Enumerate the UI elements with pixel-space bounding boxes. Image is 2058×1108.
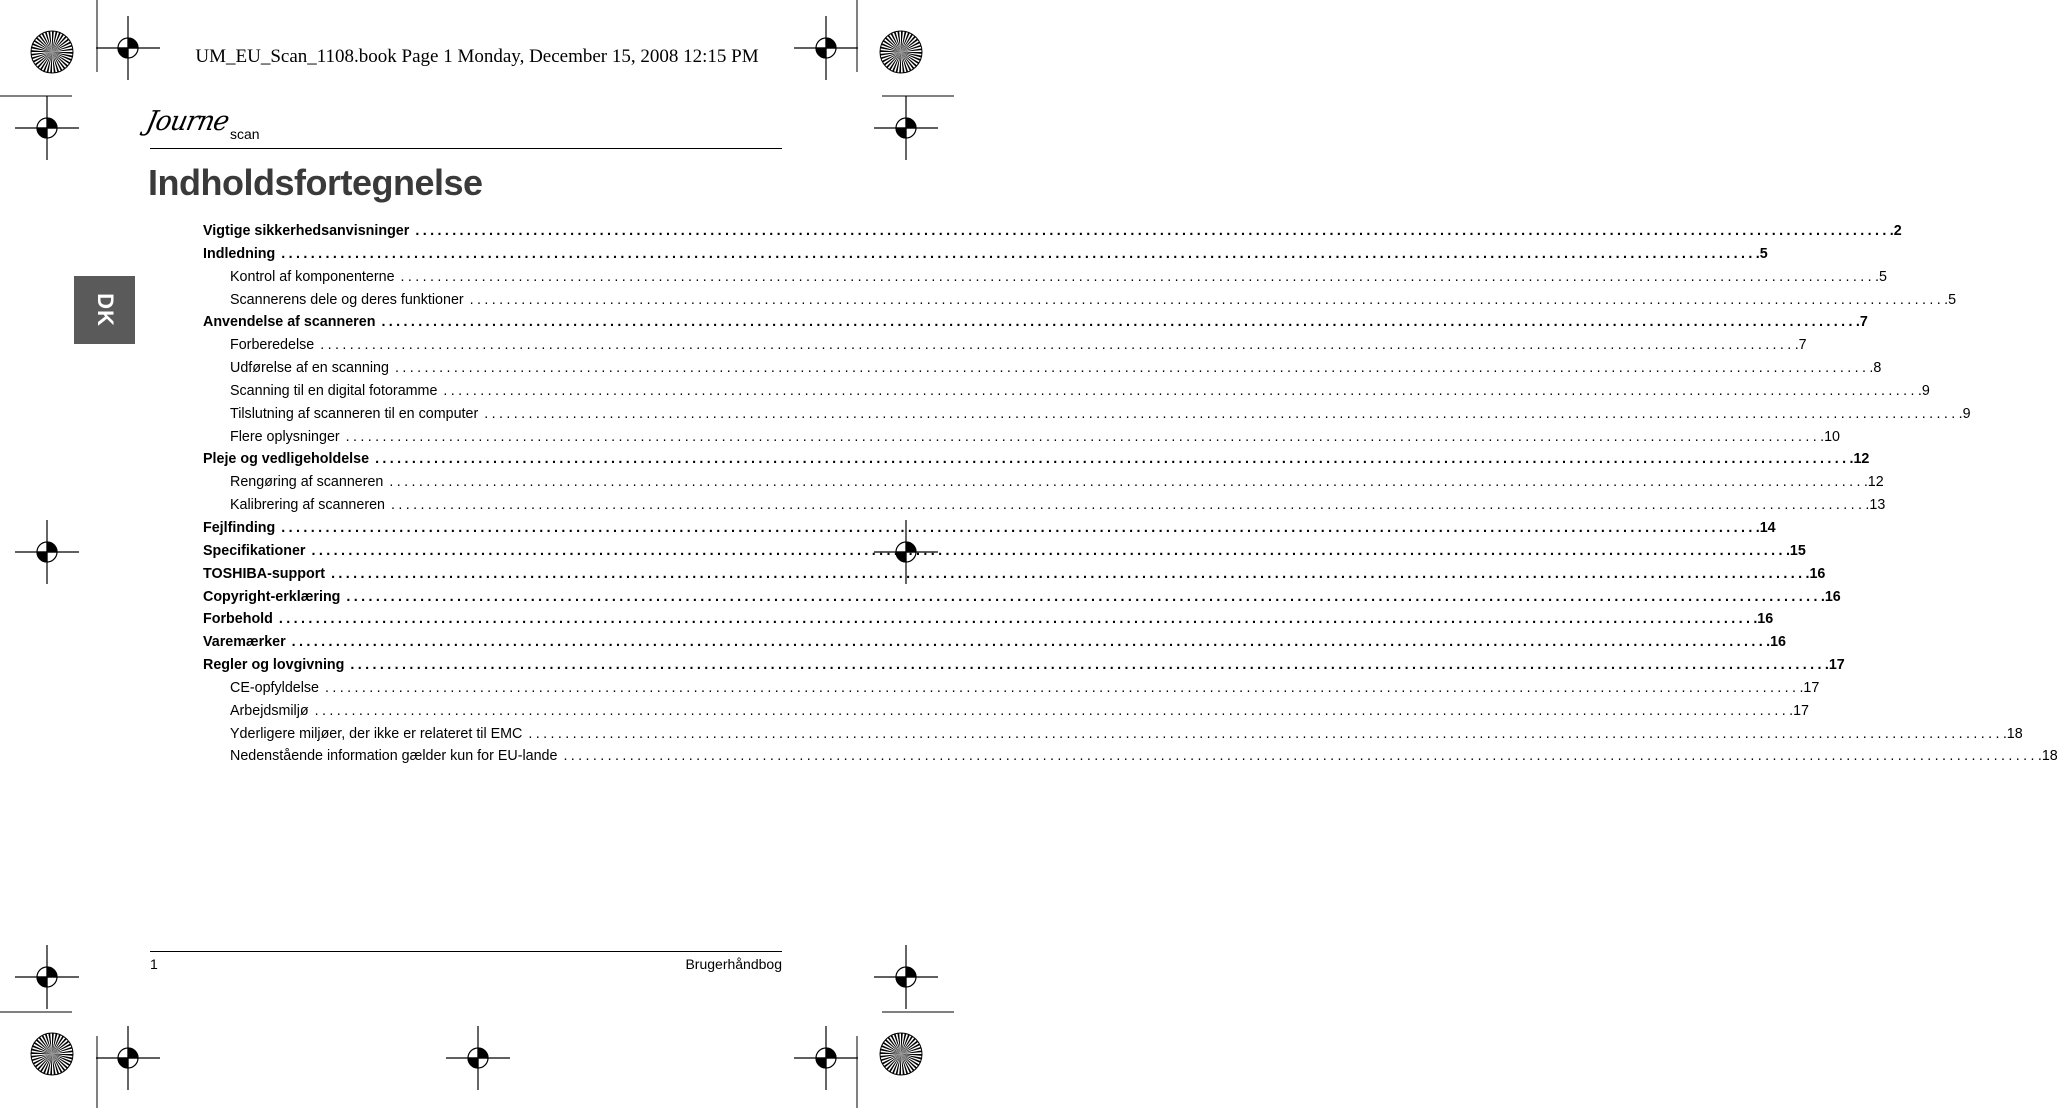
toc-entry-label: Regler og lovgivning [203, 657, 345, 674]
toc-entry-label: Kontrol af komponenterne [230, 268, 395, 285]
toc-entry[interactable] [203, 471, 1884, 494]
toc-entry-page: .7 [1794, 337, 1807, 354]
toc-entry[interactable] [203, 677, 1820, 700]
toc-dot-leader: ........................................................................................................................................................................................................ [345, 428, 1821, 445]
toc-dot-leader: ........................................................................................................................................................................................................ [469, 291, 1945, 308]
toc-entry[interactable] [203, 243, 1768, 266]
registration-mark [96, 1026, 160, 1090]
toc-entry-label: Rengøring af scanneren [230, 474, 384, 491]
footer-doc-name: Brugerhåndbog [685, 956, 782, 972]
toc-entry[interactable] [203, 517, 1776, 540]
toc-dot-leader: ........................................................................................................................................................................................................ [281, 245, 1756, 262]
registration-mark [15, 520, 79, 584]
toc-entry[interactable] [203, 403, 1971, 426]
registration-mark [874, 96, 938, 160]
toc-entry-page: .16 [1766, 634, 1786, 651]
toc-entry-label: Anvendelse af scanneren [203, 314, 376, 331]
journe-scan-logo [143, 102, 288, 152]
star-target-mark [880, 1033, 922, 1075]
toc-entry-page: .16 [1753, 611, 1774, 628]
toc-entry-label: Yderligere miljøer, der ikke er relateret til EMC [230, 725, 523, 742]
toc-entry[interactable] [203, 563, 1826, 586]
toc-entry-page: .18 [2002, 725, 2023, 742]
toc-entry[interactable] [203, 289, 1957, 312]
toc-entry-label: TOSHIBA-support [203, 565, 326, 582]
toc-entry-page: .17 [1824, 657, 1845, 674]
toc-entry[interactable] [203, 311, 1868, 334]
toc-entry-label: Indledning [203, 245, 276, 262]
toc-entry-page: .9 [1917, 382, 1930, 399]
toc-entry[interactable] [203, 723, 2023, 746]
toc-dot-leader: ........................................................................................................................................................................................................ [314, 702, 1790, 719]
toc-entry-label: Kalibrering af scanneren [230, 497, 385, 514]
toc-entry-label: Forberedelse [230, 337, 315, 354]
toc-entry-page: .2 [1889, 223, 1902, 239]
toc-entry[interactable] [203, 631, 1786, 654]
toc-entry-label: Fejlfinding [203, 519, 276, 536]
toc-dot-leader: ........................................................................................................................................................................................................ [484, 405, 1959, 422]
toc-entry-page: .13 [1865, 497, 1886, 514]
toc-entry-page: .9 [1958, 405, 1971, 422]
toc-entry-page: .15 [1785, 542, 1806, 559]
registration-mark [794, 1026, 858, 1090]
toc-dot-leader: ........................................................................................................................................................................................................ [311, 542, 1786, 559]
registration-mark [15, 945, 79, 1009]
toc-dot-leader: ........................................................................................................................................................................................................ [528, 725, 2003, 742]
toc-dot-leader: ........................................................................................................................................................................................................ [346, 588, 1821, 605]
toc-entry-label: Forbehold [203, 611, 273, 628]
toc-dot-leader: ........................................................................................................................................................................................................ [375, 451, 1850, 468]
toc-dot-leader: ........................................................................................................................................................................................................ [320, 337, 1795, 354]
toc-dot-leader: ........................................................................................................................................................................................................ [291, 634, 1767, 651]
toc-entry-page: .17 [1789, 702, 1809, 719]
toc-entry-page: .5 [1944, 291, 1957, 308]
registration-mark [874, 945, 938, 1009]
page-title: Indholdsfortegnelse [148, 162, 483, 203]
toc-entry[interactable] [203, 586, 1841, 609]
toc-entry[interactable] [203, 608, 1774, 631]
toc-dot-leader: ........................................................................................................................................................................................................ [390, 497, 1866, 514]
toc-entry-page: .18 [2037, 748, 2058, 765]
registration-mark [15, 96, 79, 160]
toc-entry-label: Varemærker [203, 634, 286, 651]
toc-entry[interactable] [203, 426, 1840, 449]
toc-entry[interactable] [203, 380, 1930, 403]
toc-entry[interactable] [203, 700, 1809, 723]
toc-entry-page: .14 [1755, 519, 1776, 536]
toc-entry-page: .16 [1820, 588, 1841, 605]
toc-entry[interactable] [203, 357, 1882, 380]
toc-entry-page: .5 [1755, 245, 1768, 262]
toc-entry-label: Nedenstående information gælder kun for EU-lande [230, 748, 558, 765]
toc-entry[interactable] [203, 266, 1887, 289]
toc-entry-page: .16 [1805, 565, 1826, 582]
toc-entry-page: .8 [1869, 360, 1882, 377]
toc-dot-leader: ........................................................................................................................................................................................................ [281, 519, 1756, 536]
toc-entry-label: Flere oplysninger [230, 428, 340, 445]
toc-entry[interactable] [203, 654, 1845, 677]
toc-dot-leader: ........................................................................................................................................................................................................ [563, 748, 2038, 765]
toc-entry-page: .12 [1849, 451, 1870, 468]
toc-entry-label: Vigtige sikkerhedsanvisninger [203, 223, 410, 239]
toc-dot-leader: ........................................................................................................................................................................................................ [331, 565, 1806, 582]
toc-dot-leader: ........................................................................................................................................................................................................ [278, 611, 1754, 628]
toc-dot-leader: ........................................................................................................................................................................................................ [381, 314, 1856, 331]
toc-entry-label: Arbejdsmiljø [230, 702, 309, 719]
toc-dot-leader: ........................................................................................................................................................................................................ [389, 474, 1864, 491]
toc-entry-label: CE-opfyldelse [230, 679, 319, 696]
footer-page-number: 1 [150, 956, 158, 972]
toc-dot-leader: ........................................................................................................................................................................................................ [350, 657, 1825, 674]
toc-entry-label: Tilslutning af scanneren til en computer [230, 405, 479, 422]
toc-entry-page: .17 [1799, 679, 1820, 696]
toc-dot-leader: ........................................................................................................................................................................................................ [400, 268, 1875, 285]
toc-entry-label: Scannerens dele og deres funktioner [230, 291, 464, 308]
logo-subtitle: scan [230, 126, 260, 142]
footer-rule [150, 951, 782, 952]
toc-entry[interactable] [203, 540, 1806, 563]
language-tab-label: DK [92, 293, 118, 327]
toc-entry[interactable] [203, 220, 1902, 243]
toc-entry-label: Udførelse af en scanning [230, 360, 389, 377]
toc-entry-page: .10 [1820, 428, 1840, 445]
registration-mark [446, 1026, 510, 1090]
toc-entry[interactable] [203, 448, 1870, 471]
toc-dot-leader: ........................................................................................................................................................................................................ [415, 223, 1890, 239]
header-rule [150, 148, 782, 149]
table-of-contents [203, 220, 2058, 768]
logo-script: Journe [143, 106, 232, 138]
toc-dot-leader: ........................................................................................................................................................................................................ [325, 679, 1800, 696]
toc-entry-page: .12 [1863, 474, 1884, 491]
toc-entry-page: .5 [1874, 268, 1887, 285]
toc-entry-label: Pleje og vedligeholdelse [203, 451, 370, 468]
toc-entry-label: Copyright-erklæring [203, 588, 341, 605]
star-target-mark [31, 1033, 73, 1075]
toc-dot-leader: ........................................................................................................................................................................................................ [443, 382, 1918, 399]
toc-entry[interactable] [203, 334, 1807, 357]
toc-entry-label: Specifikationer [203, 542, 306, 559]
print-slug: UM_EU_Scan_1108.book Page 1 Monday, December 15, 2008 12:15 PM [195, 46, 759, 67]
toc-dot-leader: ........................................................................................................................................................................................................ [394, 360, 1870, 377]
toc-entry-label: Scanning til en digital fotoramme [230, 382, 438, 399]
language-tab [74, 276, 135, 344]
toc-entry[interactable] [203, 745, 2058, 768]
toc-entry[interactable] [203, 494, 1886, 517]
toc-entry-page: .7 [1855, 314, 1868, 331]
